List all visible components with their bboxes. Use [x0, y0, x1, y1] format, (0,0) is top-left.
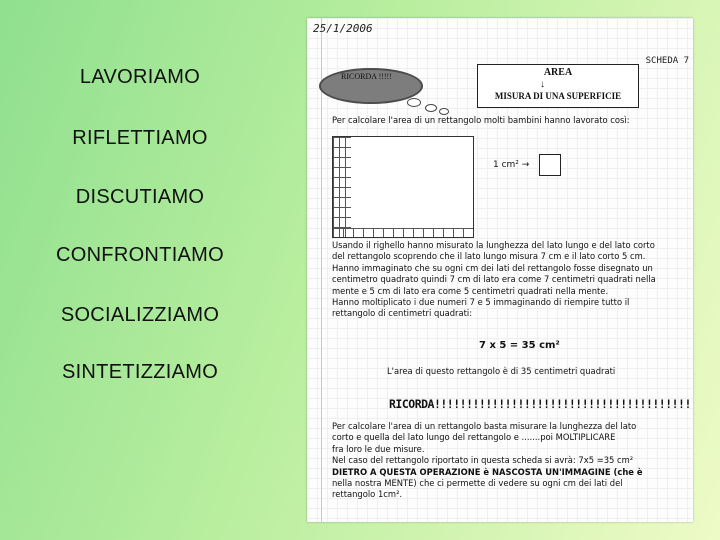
text-line: mente e 5 cm di lato era come 5 centimetri quadrati nella mente.	[332, 285, 609, 296]
text-line: Per calcolare l'area di un rettangolo basta misurare la lunghezza del lato	[332, 421, 637, 431]
cm2-square	[539, 154, 561, 176]
scheda-label: SCHEDA 7	[645, 56, 689, 66]
cloud-bubble-1	[407, 98, 421, 107]
down-arrow-icon: ↓	[540, 79, 545, 90]
formula: 7 x 5 = 35 cm²	[479, 340, 560, 351]
cloud-text: RICORDA !!!!!	[341, 72, 392, 81]
margin-line	[321, 18, 322, 522]
explanation-paragraph	[332, 240, 688, 320]
text-line: corto e quella del lato lungo del rettangolo e .......poi MOLTIPLICARE	[332, 432, 616, 443]
area-title: AREA	[543, 67, 573, 78]
verb-lavoriamo: LAVORIAMO	[79, 66, 201, 88]
cm2-label: 1 cm² →	[493, 160, 530, 170]
verb-discutiamo: DISCUTIAMO	[75, 186, 205, 208]
verb-sintetizziamo: SINTETIZZIAMO	[61, 361, 219, 383]
verb-socializziamo: SOCIALIZZIAMO	[60, 304, 220, 326]
text-line: nella nostra MENTE) che ci permette di vedere su ogni cm dei lati del	[332, 478, 623, 489]
text-line: Nel caso del rettangolo riportato in questa scheda si avrà: 7x5 =35 cm²	[332, 455, 634, 466]
rectangle-grid-bottom	[333, 228, 473, 237]
text-line: del rettangolo scoprendo che il lato lungo misura 7 cm e il lato corto 5 cm.	[332, 251, 646, 262]
text-line: fra loro le due misure.	[332, 443, 425, 454]
text-line: Hanno immaginato che su ogni cm dei lati del rettangolo fosse disegnato un	[332, 262, 653, 273]
cloud-bubble-3	[439, 108, 449, 115]
rectangle-drawing	[332, 136, 474, 238]
text-line: Hanno moltiplicato i due numeri 7 e 5 immaginando di riempire tutto il	[332, 297, 630, 308]
text-line: rettangolo di centimetri quadrati:	[332, 308, 473, 319]
text-line: DIETRO A QUESTA OPERAZIONE è NASCOSTA UN'IMMAGINE (che è	[332, 466, 643, 477]
rectangle-grid-left	[333, 137, 351, 237]
text-line: Usando il righello hanno misurato la lunghezza del lato lungo e del lato corto	[332, 240, 655, 250]
area-title-box	[477, 64, 639, 108]
area-subtitle: MISURA DI UNA SUPERFICIE	[494, 91, 622, 101]
result-text: L'area di questo rettangolo è di 35 centimetri quadrati	[387, 366, 616, 376]
verb-confrontiamo: CONFRONTIAMO	[55, 244, 225, 266]
verb-riflettiamo: RIFLETTIAMO	[72, 127, 208, 149]
worksheet-scan	[307, 18, 693, 522]
text-line: centimetro quadrato quindi 7 cm di lato era come 7 centimetri quadrati nella	[332, 274, 656, 285]
text-line: rettangolo 1cm².	[332, 489, 403, 500]
cloud-bubble-2	[425, 104, 437, 112]
intro-text: Per calcolare l'area di un rettangolo molti bambini hanno lavorato così:	[332, 115, 630, 125]
date-text: 25/1/2006	[313, 22, 373, 35]
ricorda-heading: RICORDA!!!!!!!!!!!!!!!!!!!!!!!!!!!!!!!!!!!!!!!!	[389, 397, 691, 411]
rule-paragraph	[332, 421, 688, 501]
